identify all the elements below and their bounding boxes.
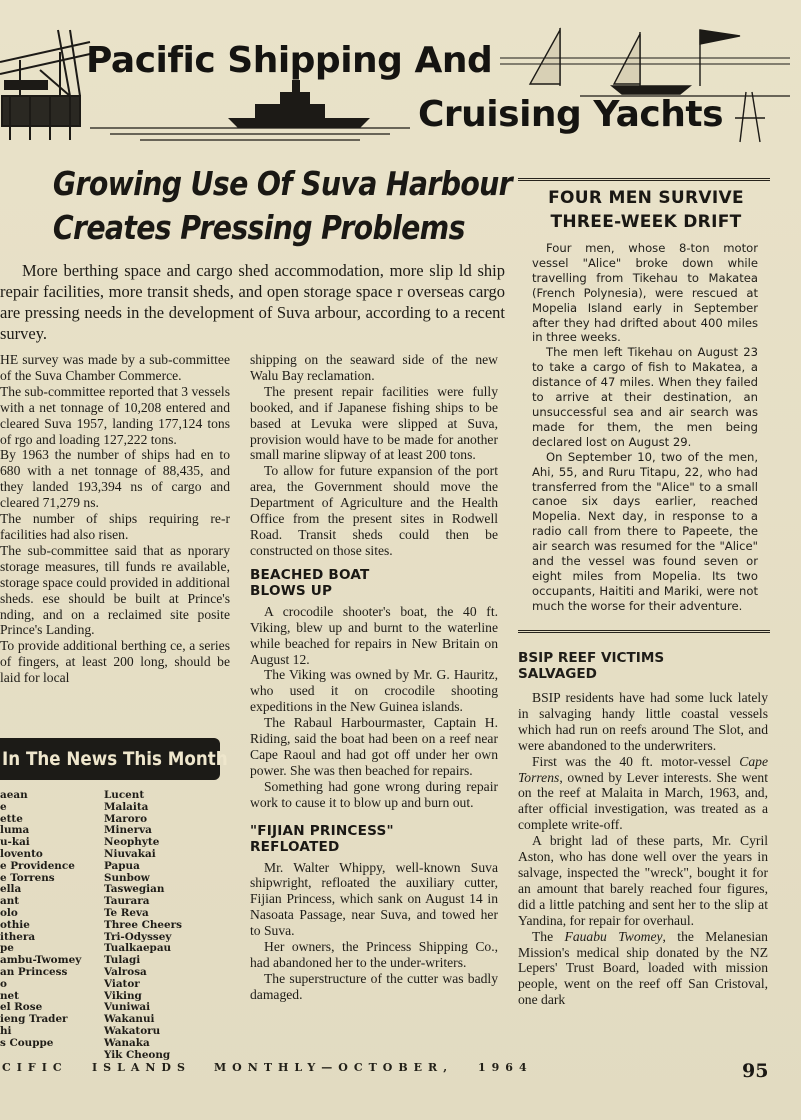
page-number: 95 [742,1060,769,1082]
ship-name: aean [0,789,28,801]
ship-name: olo [0,906,18,919]
ship-name: Taswegian [104,883,165,896]
masthead [0,0,801,150]
ship-name: Three Cheers [104,918,182,931]
masthead-title-line1: Pacific Shipping And [86,40,493,81]
ship-name: e [0,800,7,813]
news-panel-title: In The News This Month [2,748,228,770]
ship-name: net [0,989,19,1002]
ship-name: o [0,977,7,990]
article-paragraph: On September 10, two of the men, Ahi, 55, and Ruru Titapu, 22, who had transferred from the "Alice" to a small canoe six days earlier, reached Mopelia. Next day, in response to a radio call from there to Papeete, the air search was resumed for the "Alice" and the vessel was found seven or eight miles from Mopelia. Its two occupants, Haititi and Mariki, were not much the worse for their adventure. [532,449,758,613]
article-paragraph: BSIP residents have had some luck lately in salvaging handy little coastal vessels which had run on reefs around The Slot, and were abandoned to the underwriters. [518,690,768,753]
text-run: First was the 40 ft. motor-vessel [532,753,740,769]
ship-name: Yik Cheong [104,1048,171,1061]
lead-column-a [0,352,230,686]
ship-name: Sunbow [104,871,150,884]
headline-line: FOUR MEN SURVIVE [548,188,744,208]
article-paragraph [518,929,768,1009]
lead-column-b [250,352,498,1003]
four-men-body [532,241,758,614]
ship-list-left [0,790,100,1050]
ship-name: Wanaka [104,1036,150,1049]
text-run: , owned by Lever interests. She went on the reef at Malaita in March, 1963, and, after official investigation, was treated as a complete write-off. [518,769,768,833]
ship-name: othie [0,918,30,931]
ship-name: lovento [0,847,43,860]
vessel-name: Cape Torrens [518,753,768,785]
ship-list-right [104,790,224,1061]
ship-name: ieng Trader [0,1013,68,1026]
article-paragraph: The number of ships requiring re-r facilities had also risen. [0,511,230,542]
vessel-name: Fauabu Twomey [564,928,663,944]
fijian-princess-headline [250,823,498,855]
article-paragraph: To allow for future expansion of the port area, the Government should move the Department of Agriculture and the Health Office from the present sites in Rodwell Road. Transit sheds could then be constructed on those sites. [250,463,498,558]
bsip-headline [518,650,768,682]
article-paragraph: To provide additional berthing ce, a series of fingers, at least 200 long, should be laid for local [0,638,230,686]
ship-name: Maroro [104,812,148,825]
article-paragraph: By 1963 the number of ships had en to 680 with a net tonnage of 88,435, and they landed 193,394 ns of cargo and cleared 71,279 ns. [0,447,230,511]
ship-name: s Couppe [0,1036,54,1049]
article-paragraph: The present repair facilities were fully booked, and if Japanese fishing ships to be based at Levuka were slipped at Suva, provision would have to be made for another small marine slipway of at least 200 tons. [250,383,498,463]
masthead-title-line2: Cruising Yachts [418,94,724,135]
footer-year: 1964 [478,1061,533,1074]
ship-name: e Torrens [0,871,55,884]
ship-name: Wakanui [104,1013,155,1026]
article-paragraph: The superstructure of the cutter was badly damaged. [250,970,498,1002]
article-paragraph: Mr. Walter Whippy, well-known Suva shipwright, refloated the auxiliary cutter, Fijian Princess, which sank on August 14 in Nasoata Passage, near Suva, and towed her to Suva. [250,859,498,939]
article-paragraph: Four men, whose 8-ton motor vessel "Alice" broke down while travelling from Tikehau to Makatea (French Polynesia), were rescued at Mopelia Island early in September after they had drifted about 400 miles in three weeks. [532,241,758,345]
headline-line: BSIP REEF VICTIMS [518,650,665,666]
article-paragraph: HE survey was made by a sub-committee of the Suva Chamber Commerce. [0,352,230,383]
article-paragraph: shipping on the seaward side of the new Walu Bay reclamation. [250,352,498,383]
lead-standfirst [0,260,505,344]
lead-headline [52,162,512,250]
ship-name: pe [0,942,14,955]
bsip-body [518,690,768,1008]
article-paragraph: The Rabaul Harbourmaster, Captain H. Riding, said the boat had been on a reef near Cape Raoul and had got off under her own power. She was then beached for repairs. [250,715,498,778]
article-paragraph: The sub-committee said that as nporary storage measures, till funds re available, storage space could provided in additional sheds. ese should be built at Prince's nding, and on a reclaimed site posite Prince's Landing. [0,542,230,638]
footer-publication: ISLANDS [92,1061,191,1074]
ship-name: u-kai [0,836,30,849]
ship-name: Lucent [104,789,145,801]
headline-line: "FIJIAN PRINCESS" [250,822,394,839]
article-paragraph: The Viking was owned by Mr. G. Hauritz, who used it on crocodile shooting expeditions in the New Guinea islands. [250,667,498,715]
ship-name: ette [0,812,23,825]
ship-name: Malaita [104,800,149,813]
ship-name: Wakatoru [104,1024,161,1037]
footer-publication: CIFIC [2,1061,68,1074]
ship-name: hi [0,1024,12,1037]
ship-name: e Providence [0,859,75,872]
ship-name: Taurara [104,895,150,908]
article-paragraph: A crocodile shooter's boat, the 40 ft. Viking, blew up and burnt to the waterline while beached for repairs in New Britain on August 12. [250,603,498,667]
ship-name: Niuvakai [104,847,156,860]
ship-name: Te Reva [104,906,149,919]
ship-name: Viking [104,989,142,1002]
lead-headline-line2: Creates Pressing Problems [52,208,465,247]
ship-name: Minerva [104,824,152,837]
headline-line: SALVAGED [518,666,597,682]
ship-name: Papua [104,859,140,872]
ship-name: el Rose [0,1001,43,1014]
beached-boat-headline [250,567,498,599]
box-top-rule [518,178,770,181]
page-footer [0,1058,801,1080]
article-paragraph: Something had gone wrong during repair work to cause it to blow up and burn out. [250,778,498,810]
headline-line: THREE-WEEK DRIFT [550,212,742,232]
headline-line: REFLOATED [250,838,340,855]
text-run: The [532,928,565,944]
standfirst-text: More berthing space and cargo shed accommodation, more slip ld ship repair facilities, more transit sheds, and open storage space r overseas cargo are pressing needs in the development of Suva arbour, according to a recent survey. [0,261,505,343]
footer-publication: MONTHLY—OCTOBER, [214,1061,454,1074]
ship-name: Tualkaepau [104,942,172,955]
lead-headline-line1: Growing Use Of Suva Harbour [52,164,512,203]
text-run: , the Melanesian Mission's medical ship donated by the NZ Lepers' Trust Board, loaded with mission people, went on the reef off San Cristoval, one dark [518,928,768,1008]
article-paragraph: The sub-committee reported that 3 vessels with a net tonnage of 10,208 entered and cleared Suva 1957, landing 177,124 tons of rgo and loading 127,222 tons. [0,383,230,447]
ship-name: Valrosa [104,965,147,978]
ship-name: ella [0,883,22,896]
box-bottom-rule [518,630,770,633]
ship-name: Neophyte [104,836,160,849]
ship-name: ambu-Twomey [0,954,82,967]
ship-name: Viator [104,977,140,990]
ship-name: an Princess [0,965,68,978]
headline-line: BEACHED BOAT [250,566,370,583]
headline-line: BLOWS UP [250,582,333,599]
article-paragraph: The men left Tikehau on August 23 to take a cargo of fish to Makatea, a distance of 47 miles. When they failed to arrive at their destination, an unsuccessful sea and air search was made for them, the men being declared lost on August 29. [532,345,758,449]
four-men-headline [520,186,772,234]
ship-name: ant [0,895,20,908]
ship-name: ithera [0,930,36,943]
ship-name: Tri-Odyssey [104,930,172,943]
ship-name: luma [0,824,30,837]
ship-name: Tulagi [104,954,141,967]
article-paragraph: A bright lad of these parts, Mr. Cyril Aston, who has done well over the years in salvage, inspected the "wreck", bought it for an amount that barely reached four figures, did a little patching and sent her to the slip at Yandina, for repair for overhaul. [518,833,768,928]
article-paragraph: Her owners, the Princess Shipping Co., had abandoned her to the under-writers. [250,939,498,970]
article-paragraph [518,754,768,834]
ship-name: Vuniwai [104,1001,151,1014]
